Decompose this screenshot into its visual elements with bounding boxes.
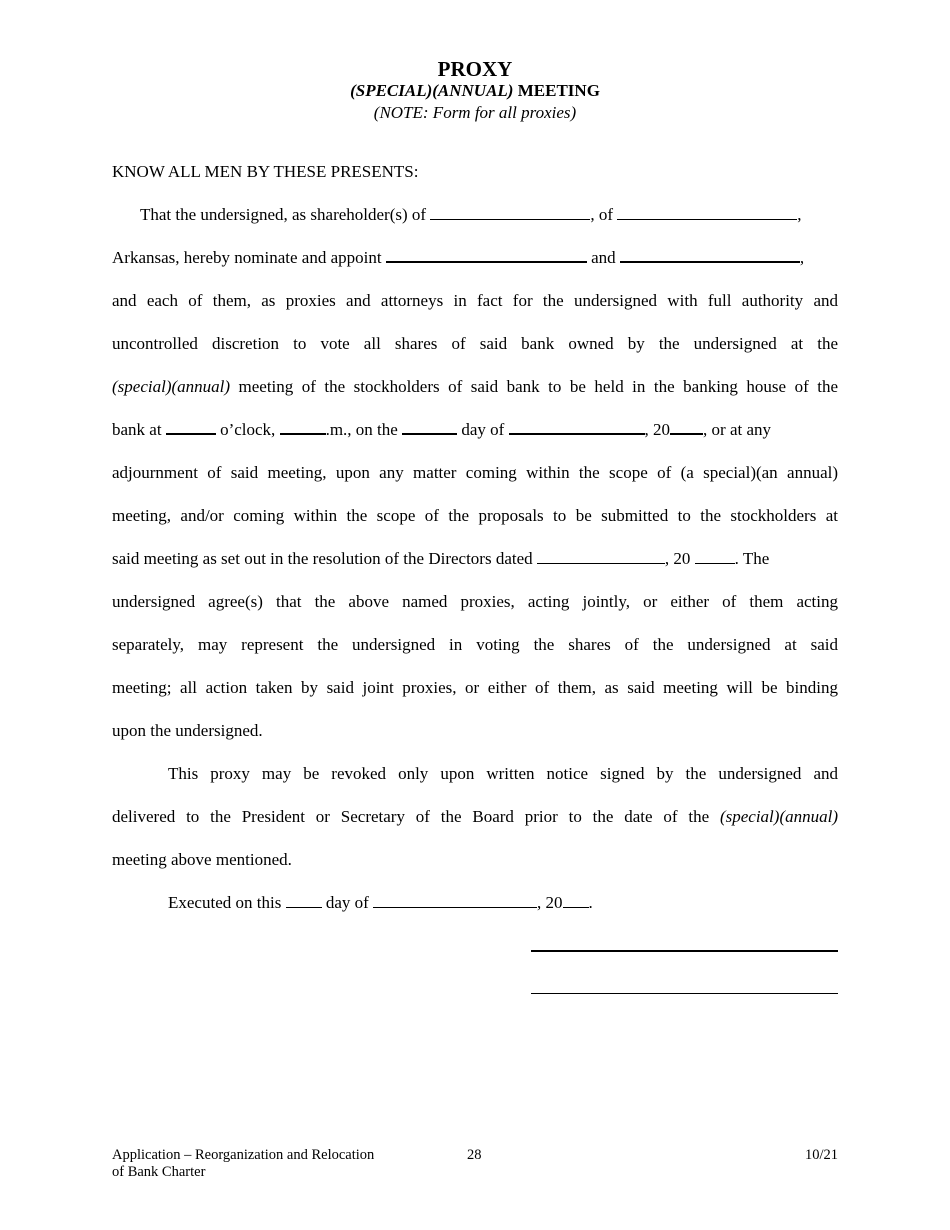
paragraph-line-5: [112, 376, 838, 398]
text-segment: Executed on this: [168, 893, 286, 912]
paragraph-line-10: undersigned agree(s) that the above named proxies, acting jointly, or either of them acting: [112, 592, 838, 611]
text-segment: (special)(annual): [719, 807, 838, 826]
footer-left: [112, 1147, 374, 1181]
am-pm-blank[interactable]: [280, 419, 326, 435]
printed-name-line[interactable]: [531, 993, 838, 994]
text-segment: , of: [590, 205, 618, 224]
directors-year-blank[interactable]: [695, 549, 735, 564]
text-segment: day of: [321, 893, 374, 912]
year-blank[interactable]: [670, 419, 703, 435]
paragraph-line-14: This proxy may be revoked only upon written notice signed by the undersigned and: [168, 764, 838, 783]
text-segment: Arkansas, hereby nominate and appoint: [112, 248, 386, 267]
text-segment: , 20: [537, 893, 563, 912]
directors-date-blank[interactable]: [537, 549, 665, 564]
executed-line: [168, 892, 838, 914]
text-segment: , 20: [644, 420, 671, 439]
text-segment: (special)(annual): [112, 377, 231, 396]
footer-date: 10/21: [804, 1147, 838, 1163]
city-blank[interactable]: [617, 205, 797, 220]
paragraph-line-7: adjournment of said meeting, upon any matter coming within the scope of (a special)(an annual): [112, 463, 838, 482]
proxy-two-blank[interactable]: [620, 247, 800, 263]
paragraph-line-6: [112, 419, 838, 441]
signature-line[interactable]: [531, 950, 838, 952]
paragraph-line-16: meeting above mentioned.: [112, 850, 292, 869]
text-segment: bank at: [112, 420, 166, 439]
text-segment: ,: [799, 248, 805, 267]
text-segment: , or at any: [703, 420, 772, 439]
text-segment: That the undersigned, as shareholder(s) of: [140, 205, 431, 224]
document-subtitle: [0, 80, 950, 102]
paragraph-line-8: meeting, and/or coming within the scope of the proposals to be submitted to the stockholders at: [112, 506, 838, 525]
paragraph-line-3: and each of them, as proxies and attorneys in fact for the undersigned with full authority and: [112, 291, 838, 310]
text-segment: .m., on the: [325, 420, 403, 439]
subtitle-italic: (SPECIAL)(ANNUAL): [350, 81, 514, 100]
executed-day-blank[interactable]: [286, 893, 322, 908]
paragraph-line-9: [112, 548, 838, 570]
document-title: PROXY: [437, 57, 513, 81]
document-note: (NOTE: Form for all proxies): [373, 103, 577, 122]
text-segment: ,: [797, 205, 802, 224]
hour-blank[interactable]: [166, 419, 216, 435]
paragraph-line-1: [140, 204, 838, 226]
bank-name-blank[interactable]: [430, 205, 590, 220]
paragraph-line-13: upon the undersigned.: [112, 721, 263, 740]
executed-year-blank[interactable]: [563, 893, 589, 908]
proxy-one-blank[interactable]: [386, 247, 587, 263]
text-segment: day of: [457, 420, 509, 439]
text-segment: . The: [734, 549, 770, 568]
page-number: 28: [467, 1147, 482, 1163]
month-blank[interactable]: [509, 419, 645, 435]
footer-left-line-2: of Bank Charter: [112, 1164, 206, 1180]
text-segment: o’clock,: [215, 420, 280, 439]
text-segment: said meeting as set out in the resolution of the Directors dated: [112, 549, 537, 568]
day-blank[interactable]: [402, 419, 457, 435]
executed-month-blank[interactable]: [373, 893, 537, 908]
paragraph-line-11: separately, may represent the undersigned in voting the shares of the undersigned at said: [112, 635, 838, 654]
text-segment: and: [586, 248, 620, 267]
paragraph-line-4: uncontrolled discretion to vote all shares of said bank owned by the undersigned at the: [112, 334, 838, 353]
know-all-heading: KNOW ALL MEN BY THESE PRESENTS:: [112, 162, 419, 181]
subtitle-rest: MEETING: [513, 81, 600, 100]
paragraph-line-2: [112, 247, 838, 269]
footer-left-line-1: Application – Reorganization and Relocation: [112, 1147, 375, 1163]
text-segment: .: [588, 893, 593, 912]
text-segment: delivered to the President or Secretary of the Board prior to the date of the: [112, 807, 720, 826]
paragraph-line-15: [112, 806, 838, 828]
text-segment: meeting of the stockholders of said bank to be held in the banking house of the: [230, 377, 838, 396]
text-segment: , 20: [664, 549, 695, 568]
paragraph-line-12: meeting; all action taken by said joint proxies, or either of them, as said meeting will be binding: [112, 678, 838, 697]
